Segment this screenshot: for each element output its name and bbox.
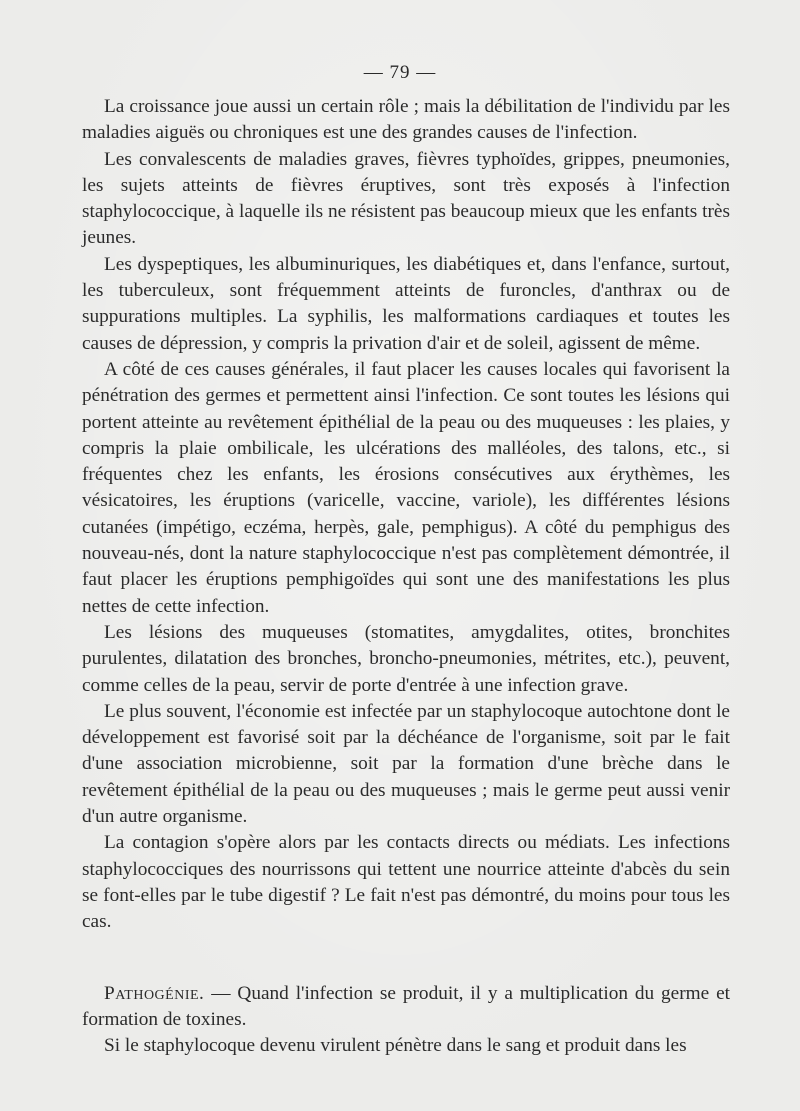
paragraph: Les dyspeptiques, les albuminuriques, les diabétiques et, dans l'enfance, surtout, les tuberculeux, sont fréquemment atteints de furoncles, d'anthrax ou de suppurations multiples. La syphilis, les malformations cardiaques et toutes les causes de dépression, y compris la privation d'air et de soleil, agissent de même. xyxy=(82,253,730,354)
section-heading: Pathogénie. xyxy=(104,982,205,1004)
section-gap xyxy=(82,936,730,981)
section-paragraph xyxy=(82,981,730,1034)
paragraph: Les convalescents de maladies graves, fièvres typhoïdes, grippes, pneumonies, les sujets atteints de fièvres éruptives, sont très exposés à l'infection staphylococcique, à laquelle ils ne résistent pas beaucoup mieux que les enfants très jeunes. xyxy=(82,148,730,249)
paragraph: Le plus souvent, l'économie est infectée par un staphylocoque autochtone dont le développement est favorisé soit par la déchéance de l'organisme, soit par le fait d'une association microbienne, soit par la formation d'une brèche dans le revêtement épithélial de la peau ou des muqueuses ; mais le germe peut aussi venir d'un autre organisme. xyxy=(82,700,730,828)
paragraph: Les lésions des muqueuses (stomatites, amygdalites, otites, bronchites purulentes, dilatation des bronches, broncho-pneumonies, métrites, etc.), peuvent, comme celles de la peau, servir de porte d'entrée à une infection grave. xyxy=(82,621,730,696)
paragraph: La contagion s'opère alors par les contacts directs ou médiats. Les infections staphylococciques des nourrissons qui tettent une nourrice atteinte d'abcès du sein se font-elles par le tube digestif ? Le fait n'est pas démontré, du moins pour tous les cas. xyxy=(82,832,730,933)
page-number: — 79 — xyxy=(363,62,437,83)
paragraph: Si le staphylocoque devenu virulent pénètre dans le sang et produit dans les xyxy=(104,1035,687,1057)
body-text xyxy=(82,94,730,1059)
section-intro: — Quand l'infection se produit, il y a multiplication du germe et formation de toxines. xyxy=(82,982,730,1030)
paragraph: La croissance joue aussi un certain rôle ; mais la débilitation de l'individu par les maladies aiguës ou chroniques est une des grandes causes de l'infection. xyxy=(82,96,730,144)
paragraph: A côté de ces causes générales, il faut placer les causes locales qui favorisent la pénétration des germes et permettent ainsi l'infection. Ce sont toutes les lésions qui portent atteinte au revêtement épithélial de la peau ou des muqueuses : les plaies, y compris la plaie ombilicale, les ulcérations des malléoles, des talons, etc., si fréquentes chez les enfants, les érosions consécutives aux érythèmes, les vésicatoires, les éruptions (varicelle, vaccine, variole), les différentes lésions cutanées (impétigo, eczéma, herpès, gale, pemphigus). A côté du pemphigus des nouveau-nés, dont la nature staphylococcique n'est pas complètement démontrée, il faut placer les éruptions pemphigoïdes qui sont une des manifestations les plus nettes de cette infection. xyxy=(82,358,730,617)
